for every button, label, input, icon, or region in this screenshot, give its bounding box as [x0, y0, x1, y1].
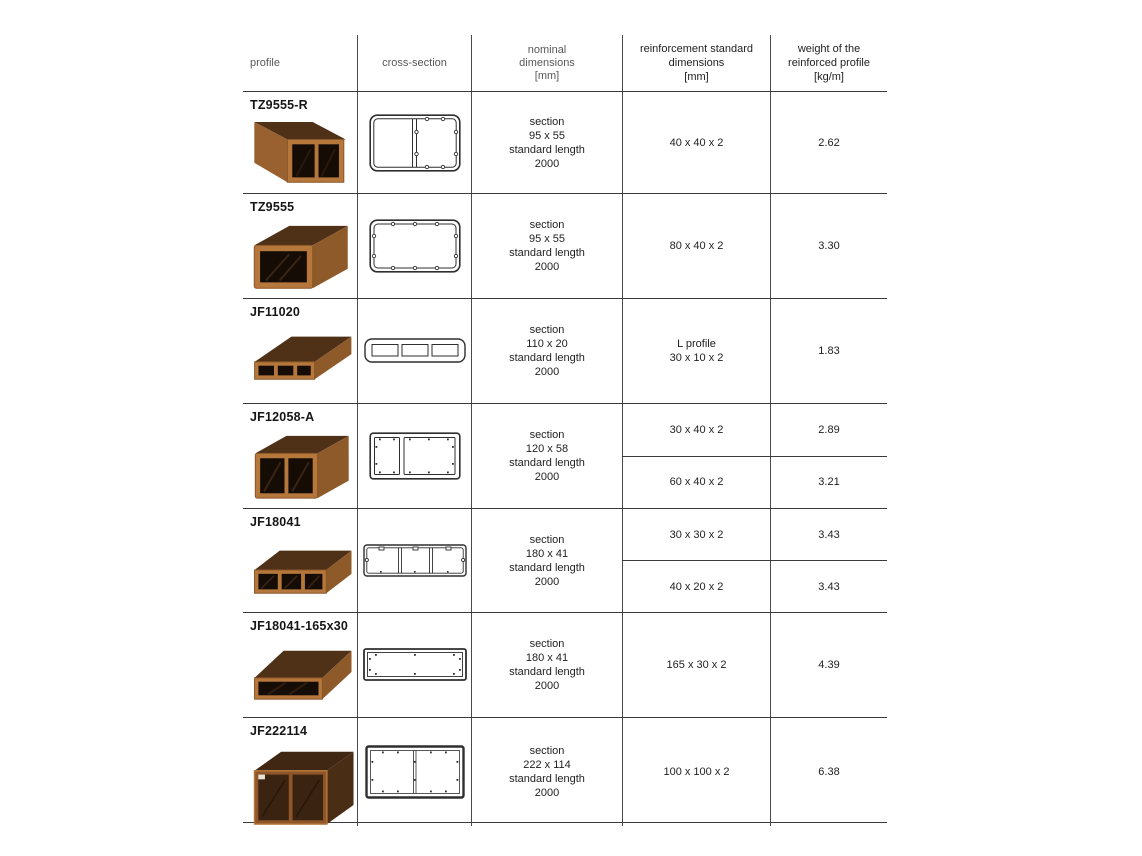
nominal-line: 120 x 58 [525, 443, 569, 455]
cross-section-diagram [369, 114, 461, 172]
nominal-line: standard length [509, 247, 585, 259]
header-label: [kg/m] [814, 71, 844, 83]
weight-cell [770, 613, 887, 717]
profile-name: JF12058-A [250, 410, 315, 424]
nominal-dimensions-cell [471, 194, 622, 298]
profile-name: TZ9555-R [250, 98, 308, 112]
table-row-tz9555 [243, 194, 887, 299]
table-row-jf18041 [243, 509, 887, 613]
nominal-line: 2000 [534, 261, 560, 273]
reinforcement-cell [622, 509, 770, 560]
nominal-dimensions-cell [471, 509, 622, 612]
profile-spec-table [243, 35, 887, 823]
cross-section-cell [357, 194, 471, 298]
nominal-line: standard length [509, 561, 585, 574]
nominal-dimensions-cell [471, 718, 622, 826]
reinforcement-value: 165 x 30 x 2 [666, 659, 727, 671]
table-header-row [243, 35, 887, 92]
wood-box-two-chambers-3d-image [252, 746, 356, 826]
nominal-line: 2000 [534, 471, 560, 483]
nominal-line: 2000 [534, 680, 560, 692]
reinforcement-cell [622, 404, 770, 456]
cross-section-cell [357, 299, 471, 403]
nominal-dimensions-cell [471, 299, 622, 403]
wood-beam-two-chambers-3d-image [252, 120, 350, 192]
cross-section-diagram [364, 338, 466, 364]
profile-cell [243, 613, 357, 717]
header-label: weight of the [797, 43, 861, 55]
cross-section-cell [357, 509, 471, 612]
wood-plank-open-chamber-3d-image [252, 641, 354, 705]
weight-value: 3.43 [818, 580, 840, 593]
profile-name: JF222114 [250, 724, 308, 738]
header-weight [770, 35, 887, 91]
nominal-line: standard length [509, 457, 585, 469]
nominal-line: section [529, 745, 565, 757]
reinforcement-value: 60 x 40 x 2 [669, 476, 724, 489]
nominal-line: standard length [509, 143, 585, 156]
cross-section-cell [357, 718, 471, 826]
nominal-line: standard length [509, 666, 585, 678]
reinforcement-variants [622, 509, 887, 612]
wood-beam-single-chamber-3d-image [252, 222, 350, 296]
weight-cell [770, 718, 887, 826]
nominal-dimensions-cell [471, 613, 622, 717]
profile-name: TZ9555 [250, 200, 295, 214]
cross-section-cell [357, 92, 471, 193]
cross-section-diagram [363, 648, 467, 682]
weight-cell [770, 92, 887, 193]
nominal-line: 2000 [534, 787, 560, 799]
reinforcement-cell [622, 92, 770, 193]
reinforcement-cell [622, 194, 770, 298]
wood-beam-two-chambers-3d-image [252, 432, 352, 504]
cross-section-diagram [369, 219, 461, 273]
weight-value: 3.21 [818, 476, 840, 489]
table-row-jf12058-a [243, 404, 887, 509]
reinforcement-value: 80 x 40 x 2 [669, 240, 724, 252]
reinforcement-value: L profile [677, 338, 716, 350]
header-label: reinforcement standard [639, 43, 754, 55]
nominal-line: section [529, 219, 565, 231]
reinforcement-cell [622, 613, 770, 717]
weight-value: 4.39 [818, 659, 840, 671]
weight-cell [770, 457, 887, 509]
nominal-line: 2000 [534, 157, 560, 170]
nominal-line: 180 x 41 [525, 652, 569, 664]
table-row-jf18041-165x30 [243, 613, 887, 718]
cross-section-diagram [369, 432, 461, 480]
wood-plank-three-chambers-3d-image [252, 327, 354, 387]
weight-value: 3.30 [818, 240, 840, 252]
weight-cell [770, 194, 887, 298]
reinforcement-cell [622, 457, 770, 509]
nominal-line: section [529, 533, 565, 546]
nominal-dimensions-cell [471, 92, 622, 193]
reinforcement-value: 40 x 40 x 2 [669, 136, 724, 149]
reinforcement-cell [622, 561, 770, 612]
header-profile [243, 35, 357, 91]
cross-section-cell [357, 613, 471, 717]
nominal-line: 180 x 41 [525, 547, 569, 560]
cross-section-diagram [363, 544, 467, 578]
header-reinforcement-dimensions [622, 35, 770, 91]
header-label: profile [250, 56, 280, 69]
wood-plank-three-chambers-3d-image [252, 537, 354, 601]
nominal-line: standard length [509, 773, 585, 785]
nominal-line: standard length [509, 352, 585, 364]
nominal-line: section [529, 324, 565, 336]
reinforcement-value: 40 x 20 x 2 [669, 580, 724, 593]
nominal-line: 2000 [534, 366, 560, 378]
header-label: dimensions [519, 56, 575, 69]
nominal-line: 222 x 114 [523, 759, 571, 771]
weight-cell [770, 299, 887, 403]
header-nominal-dimensions [471, 35, 622, 91]
weight-value: 1.83 [818, 345, 840, 357]
reinforcement-value: 30 x 30 x 2 [669, 528, 724, 541]
header-label: reinforced profile [788, 57, 870, 69]
nominal-dimensions-cell [471, 404, 622, 508]
nominal-line: 110 x 20 [526, 338, 568, 350]
reinforcement-value: 100 x 100 x 2 [663, 766, 730, 778]
nominal-line: section [529, 115, 565, 128]
header-label: cross-section [382, 56, 447, 69]
profile-cell [243, 194, 357, 298]
cross-section-diagram [365, 745, 465, 799]
weight-cell [770, 561, 887, 612]
cross-section-cell [357, 404, 471, 508]
weight-value: 2.89 [818, 423, 840, 436]
header-label: [mm] [684, 71, 709, 83]
table-row-jf222114 [243, 718, 887, 823]
reinforcement-cell [622, 299, 770, 403]
header-label: [mm] [534, 69, 560, 82]
header-label: dimensions [668, 57, 725, 69]
reinforcement-value: 30 x 10 x 2 [669, 352, 724, 364]
nominal-line: 95 x 55 [528, 129, 566, 142]
weight-value: 3.43 [818, 528, 840, 541]
profile-cell [243, 404, 357, 508]
profile-cell [243, 509, 357, 612]
table-row-tz9555-r [243, 92, 887, 194]
nominal-line: 95 x 55 [528, 233, 566, 245]
profile-name: JF18041 [250, 515, 301, 529]
header-cross-section [357, 35, 471, 91]
nominal-line: section [529, 638, 565, 650]
weight-value: 2.62 [818, 136, 840, 149]
weight-cell [770, 404, 887, 456]
table-row-jf11020 [243, 299, 887, 404]
profile-name: JF11020 [250, 305, 301, 319]
profile-cell [243, 92, 357, 193]
weight-cell [770, 509, 887, 560]
header-label: nominal [527, 43, 567, 56]
reinforcement-value: 30 x 40 x 2 [669, 423, 724, 436]
nominal-line: 2000 [534, 575, 560, 588]
weight-value: 6.38 [818, 766, 840, 778]
profile-cell [243, 718, 357, 826]
reinforcement-variants [622, 404, 887, 508]
reinforcement-cell [622, 718, 770, 826]
profile-cell [243, 299, 357, 403]
profile-name: JF18041-165x30 [250, 619, 349, 633]
nominal-line: section [529, 429, 565, 441]
